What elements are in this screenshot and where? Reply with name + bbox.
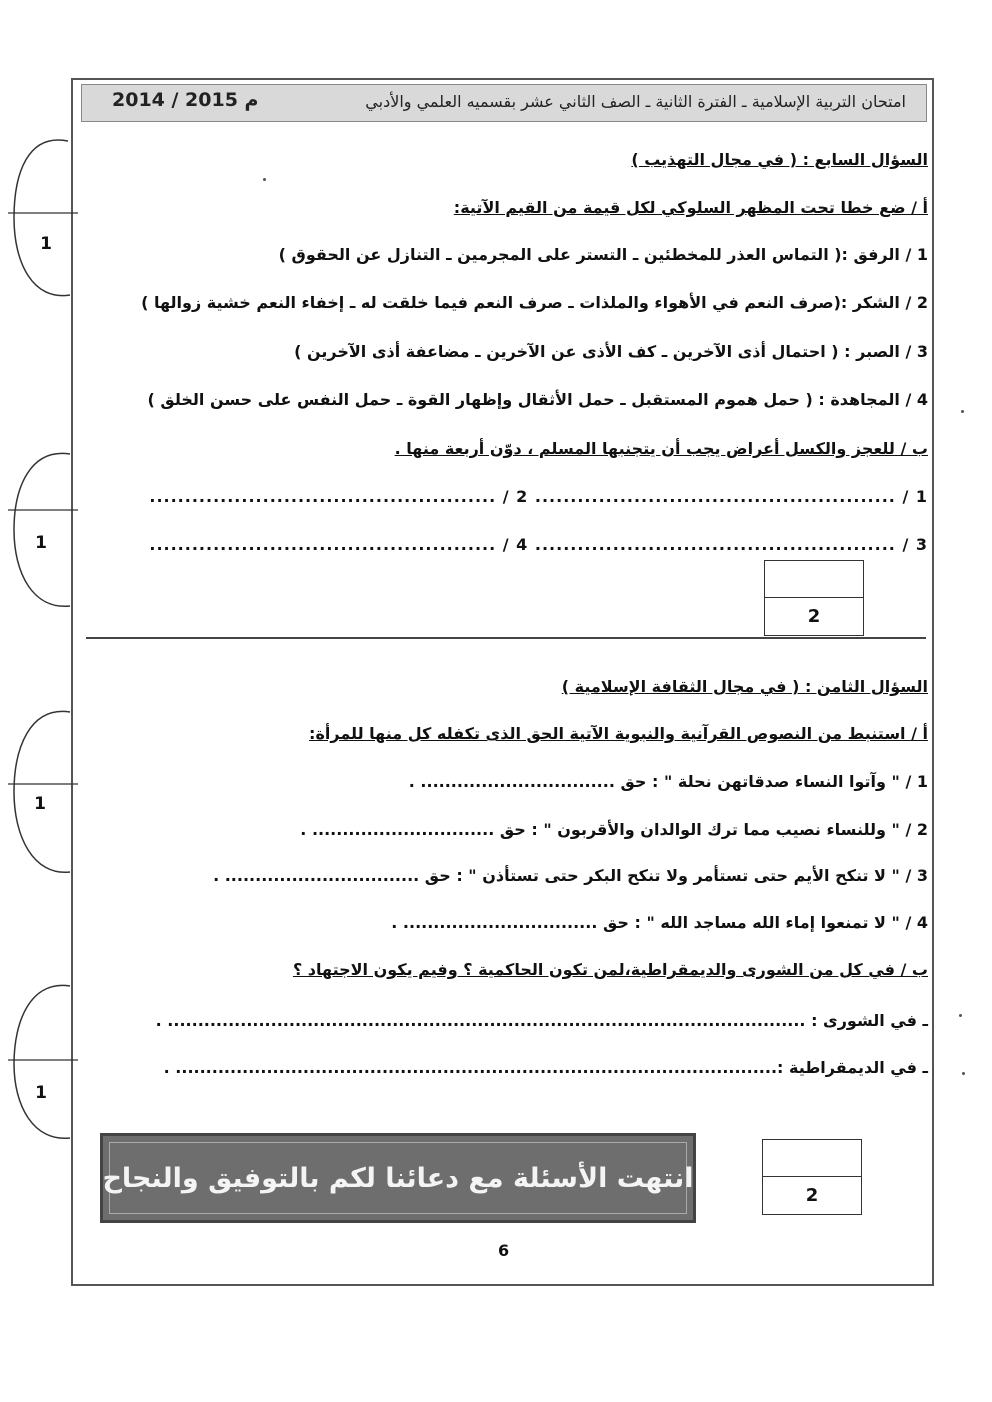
margin-grade-mark [8,706,78,878]
q7-item-3: 3 / الصبر : ( احتمال أذى الآخرين ـ كف الأذى عن الآخرين ـ مضاعفة أذى الآخرين ) [294,342,928,361]
closing-banner [100,1133,696,1223]
q7-part-b-prompt: ب / للعجز والكسل أعراض يجب أن يتجنبها المسلم ، دوّن أربعة منها . [394,439,928,458]
margin-score-3: 1 [34,794,46,814]
q8-answer-shura[interactable]: ـ في الشورى : ......................................................................................................... . [155,1011,928,1030]
q8-score-box [762,1139,862,1215]
section-divider [86,637,926,639]
q7-item-1: 1 / الرفق :( التماس العذر للمخطئين ـ التستر على المجرمين ـ التنازل عن الحقوق ) [278,245,928,264]
q8-answer-democracy[interactable]: ـ في الديمقراطية :................................................................................................... . [163,1058,928,1077]
exam-title: امتحان التربية الإسلامية ـ الفترة الثانية ـ الصف الثاني عشر بقسميه العلمي والأدبي [365,92,906,111]
scan-speck [961,410,964,413]
q8-item-1: 1 / " وآتوا النساء صدقاتهن نحلة " : حق ................................ . [408,772,928,791]
scan-speck [962,1072,965,1075]
margin-score-4: 1 [35,1083,47,1103]
q7-item-2: 2 / الشكر :(صرف النعم في الأهواء والملذات ـ صرف النعم فيما خلقت له ـ إخفاء النعم خشية زوالها ) [141,293,928,312]
exam-header [81,84,927,122]
q7-score-box [764,560,864,636]
q8-item-2: 2 / " وللنساء نصيب مما ترك الوالدان والأقربون " : حق .............................. . [300,820,928,839]
q7-answer-line-2[interactable]: 3 / ................................................... 4 / ................................................. [149,535,928,554]
q8-score: 2 [805,1185,819,1206]
q8-title: السؤال الثامن : ( في مجال الثقافة الإسلامية ) [561,677,928,696]
margin-score-1: 1 [40,234,52,254]
margin-grade-mark [8,133,78,303]
closing-text: انتهت الأسئلة مع دعائنا لكم بالتوفيق والنجاح [102,1162,694,1194]
q7-item-4: 4 / المجاهدة : ( حمل هموم المستقبل ـ حمل الأثقال وإظهار القوة ـ حمل النفس على حسن الخلق ) [147,390,928,409]
q7-title: السؤال السابع : ( في مجال التهذيب ) [631,150,928,169]
q7-answer-line-1[interactable]: 1 / ................................................... 2 / ................................................. [149,487,928,506]
margin-grade-mark [8,448,78,613]
margin-grade-mark [8,980,78,1145]
scan-speck [959,1014,962,1017]
page-number: 6 [498,1241,510,1260]
q8-part-a-prompt: أ / استنبط من النصوص القرآنية والنبوية الآتية الحق الذى تكفله كل منها للمرأة: [309,724,928,743]
q7-score: 2 [807,606,821,627]
q8-item-3: 3 / " لا تنكح الأيم حتى تستأمر ولا تنكح البكر حتى تستأذن " : حق ................................ . [213,866,928,885]
q7-part-a-prompt: أ / ضع خطا تحت المظهر السلوكي لكل قيمة من القيم الآتية: [453,198,928,217]
margin-score-2: 1 [35,533,47,553]
q8-part-b-prompt: ب / في كل من الشورى والديمقراطية،لمن تكون الحاكمية ؟ وفيم يكون الاجتهاد ؟ [292,960,928,979]
q8-item-4: 4 / " لا تمنعوا إماء الله مساجد الله " : حق ................................ . [391,913,928,932]
scan-speck [263,178,266,181]
exam-year: 2014 / 2015 م [112,89,259,111]
